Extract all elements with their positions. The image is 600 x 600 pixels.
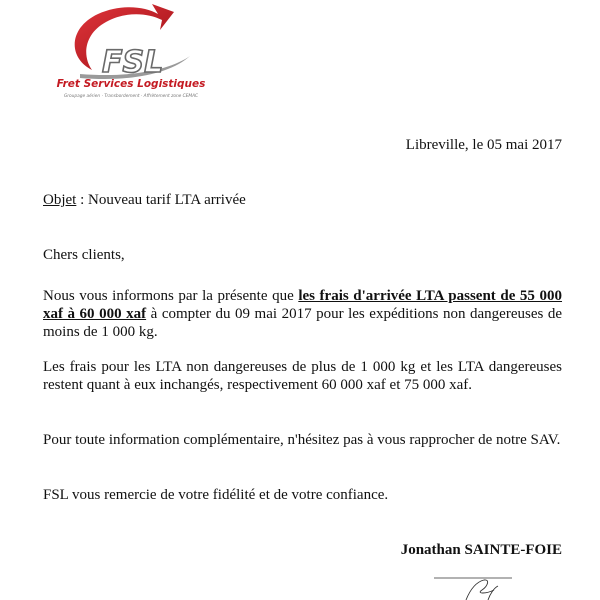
date-line: Libreville, le 05 mai 2017: [405, 137, 562, 153]
paragraph-contact: Pour toute information complémentaire, n'hésitez pas à vous rapprocher de notre SAV.: [43, 432, 561, 448]
highlighted-tariff: les frais d'arrivée LTA passent de 55 000 xaf à 60 000 xaf: [43, 288, 563, 322]
company-logo: [40, 0, 210, 110]
greeting: Chers clients,: [43, 247, 125, 263]
paragraph-unchanged-fees: Les frais pour les LTA non dangereuses de plus de 1 000 kg et les LTA dangereuses restent quant à eux inchangés, respectivement 60 000 xaf et 75 000 xaf.: [43, 359, 562, 393]
handwritten-signature: [428, 572, 518, 600]
swoosh-arrow-icon: [40, 0, 210, 80]
signer-name: Jonathan SAINTE-FOIE: [400, 542, 562, 558]
paragraph-text: à compter du 09 mai 2017 pour les expéditions non dangereuses de moins de 1 000 kg.: [43, 306, 562, 340]
subject-text: : Nouveau tarif LTA arrivée: [76, 192, 246, 208]
paragraph-tariff-change: [43, 287, 562, 341]
company-tagline: Groupage aérien · Transbordement · Affrètement zone CEMAC: [63, 94, 199, 99]
logo-text: FSL: [102, 45, 164, 80]
paragraph-thanks: FSL vous remercie de votre fidélité et de votre confiance.: [43, 487, 389, 503]
company-name: Fret Services Logistiques: [56, 78, 206, 90]
subject-label: Objet: [43, 192, 77, 208]
paragraph-text: Nous vous informons par la présente que: [43, 288, 299, 304]
subject-line: [43, 191, 246, 209]
